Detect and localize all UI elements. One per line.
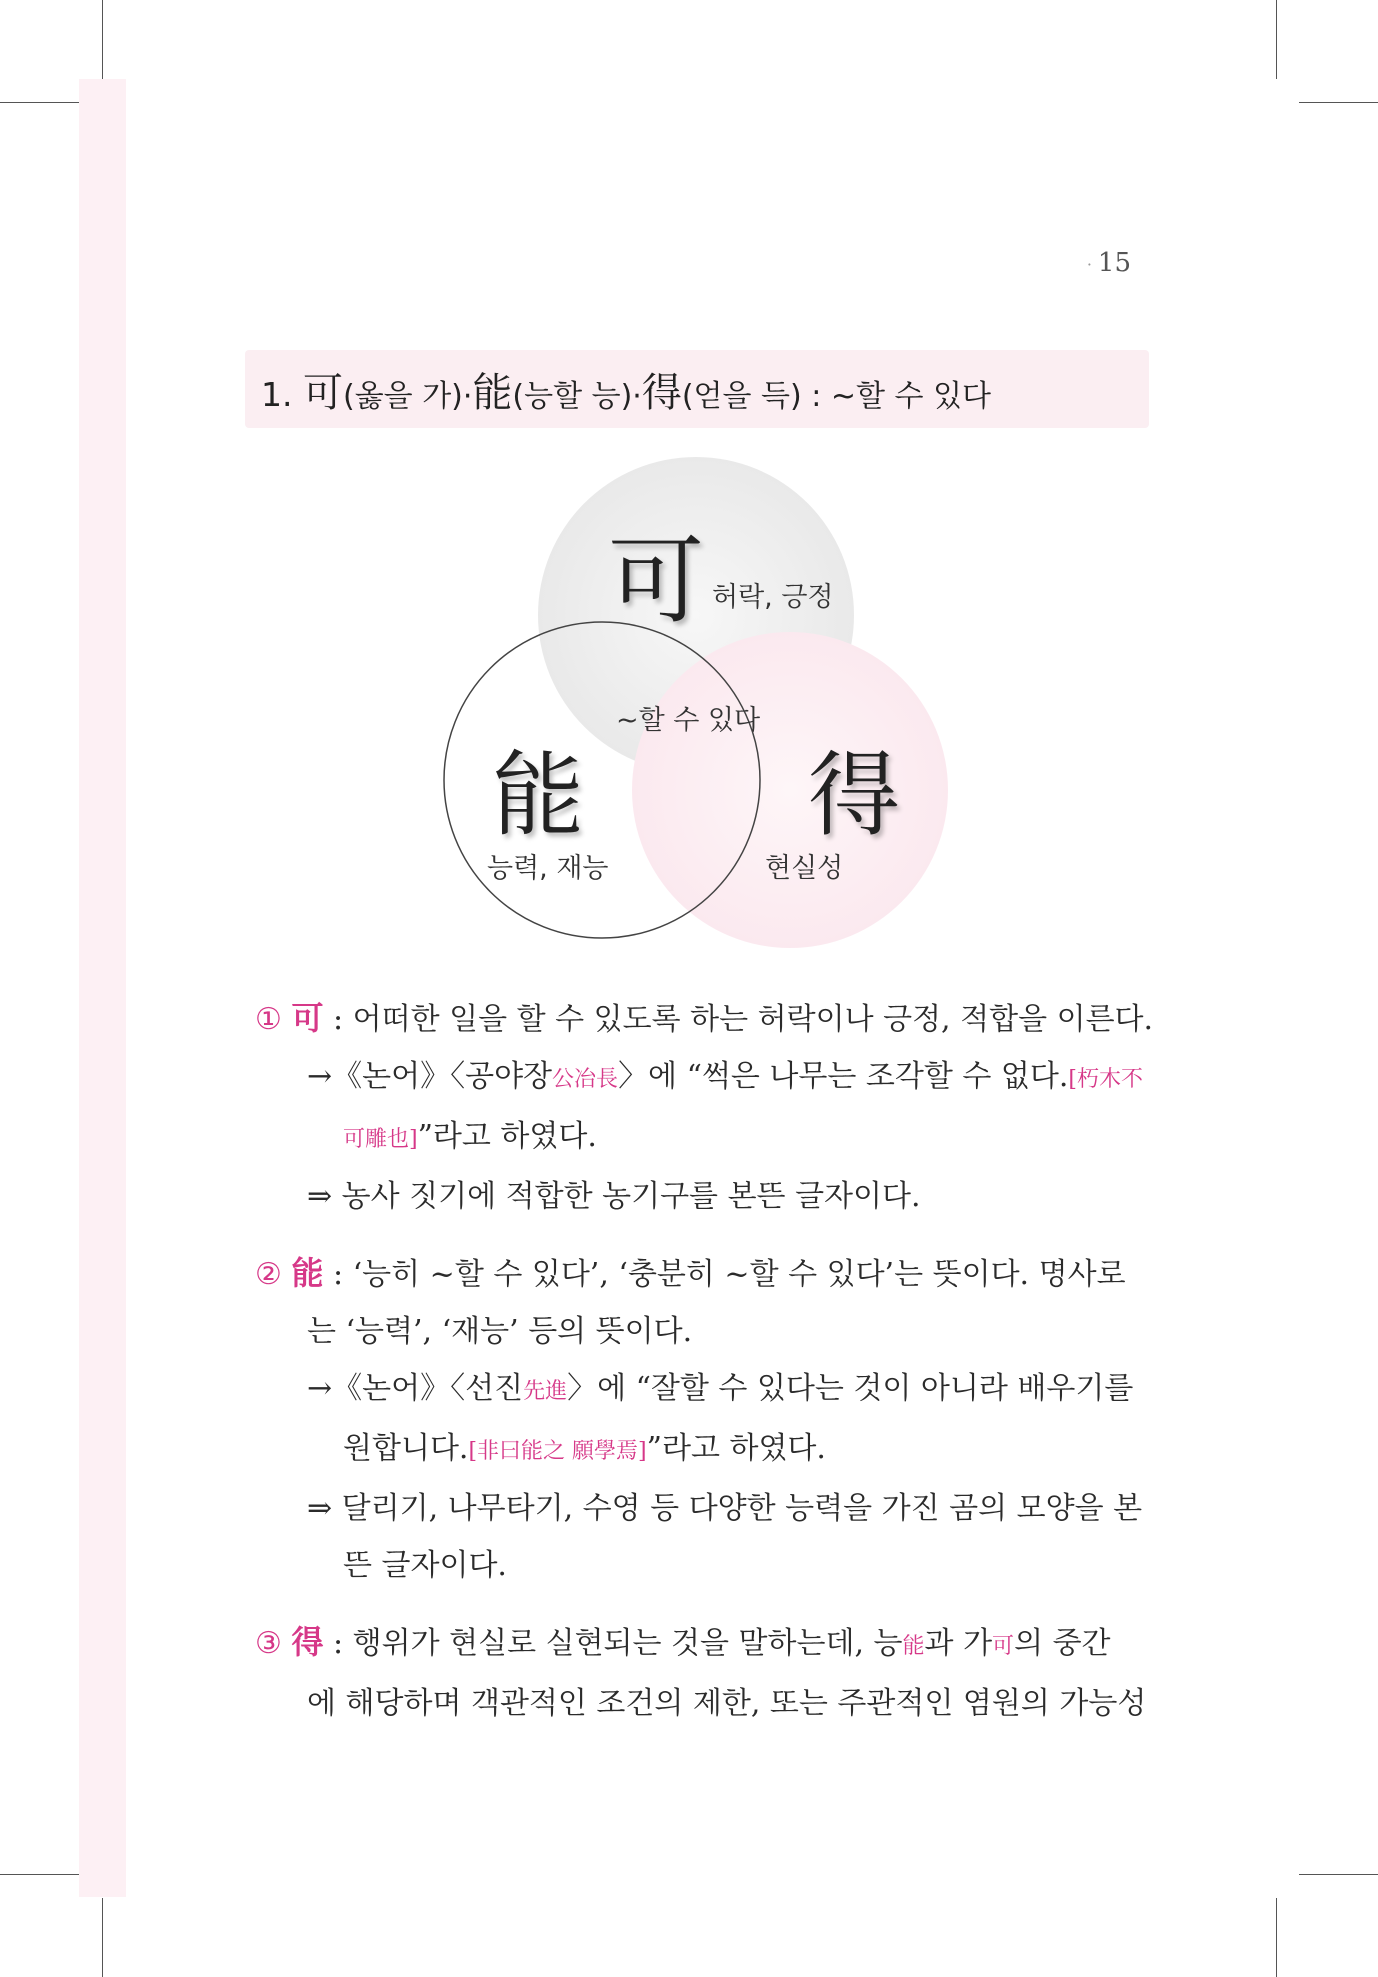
diagram-label-center: ~할 수 있다 bbox=[616, 705, 761, 736]
entry-ga: ① 可 : 어떠한 일을 할 수 있도록 하는 허락이나 긍정, 적합을 이른다. →《논어》〈공야장公冶長〉에 “썩은 나무는 조각할 수 없다.[朽木不 可雕也]”라고 하였다. ⇒ 농사 짓기에 적합한 농기구를 본뜬 글자이다. bbox=[255, 990, 1140, 1225]
crop-mark bbox=[1276, 1898, 1277, 1977]
note-line: 뜬 글자이다. bbox=[343, 1548, 507, 1583]
body-text bbox=[255, 990, 1154, 1744]
crop-mark bbox=[1299, 1874, 1378, 1875]
entry-key: 可 bbox=[291, 999, 324, 1037]
page-number: · 15 bbox=[1086, 248, 1131, 278]
diagram-char-top: 可 bbox=[608, 525, 704, 637]
example-line: →《논어》〈공야장公冶長〉에 “썩은 나무는 조각할 수 없다.[朽木不 bbox=[307, 1059, 1143, 1094]
crop-mark bbox=[102, 1898, 103, 1977]
diagram-label-right: 현실성 bbox=[765, 853, 844, 884]
entry-number: ② bbox=[255, 1257, 282, 1292]
note-line: ⇒ 농사 짓기에 적합한 농기구를 본뜬 글자이다. bbox=[307, 1179, 921, 1214]
example-line: 원합니다.[非曰能之 願學焉]”라고 하였다. bbox=[343, 1431, 826, 1466]
entry-deuk: ③ 得 : 행위가 현실로 실현되는 것을 말하는데, 능能과 가可의 중간 에 해당하며 객관적인 조건의 제한, 또는 주관적인 염원의 가능성 bbox=[255, 1623, 1147, 1721]
entry-number: ① bbox=[255, 1002, 282, 1037]
entry-key: 能 bbox=[291, 1254, 324, 1292]
circle-right bbox=[632, 632, 948, 948]
example-line: 可雕也]”라고 하였다. bbox=[343, 1119, 597, 1154]
example-line: →《논어》〈선진先進〉에 “잘할 수 있다는 것이 아니라 배우기를 bbox=[307, 1371, 1134, 1406]
note-line: ⇒ 달리기, 나무타기, 수영 등 다양한 능력을 가진 곰의 모양을 본 bbox=[307, 1491, 1143, 1526]
diagram-char-left: 能 bbox=[492, 742, 585, 849]
entry-number: ③ bbox=[255, 1626, 282, 1661]
entry-key: 得 bbox=[291, 1623, 324, 1661]
diagram-label-top: 허락, 긍정 bbox=[712, 582, 834, 613]
crop-mark bbox=[0, 1874, 79, 1875]
entry-neung: ② 能 : ‘능히 ~할 수 있다’, ‘충분히 ~할 수 있다’는 뜻이다. 명사로 는 ‘능력’, ‘재능’ 등의 뜻이다. →《논어》〈선진先進〉에 “잘할 수 있다는 것이 아니라 배우기를 원합니다.[非曰能之 願學焉]”라고 하였다. ⇒ 달리기, 나무타기, 수영 등 다양한 능력을 가진 곰의 모양을 본 뜬 글자이다. bbox=[255, 1245, 1140, 1594]
diagram-char-right: 得 bbox=[808, 742, 901, 849]
section-heading: 1. 可(옳을 가)·能(능할 능)·得(얻을 득) : ~할 수 있다 bbox=[261, 369, 992, 416]
diagram-label-left: 능력, 재능 bbox=[487, 853, 609, 884]
